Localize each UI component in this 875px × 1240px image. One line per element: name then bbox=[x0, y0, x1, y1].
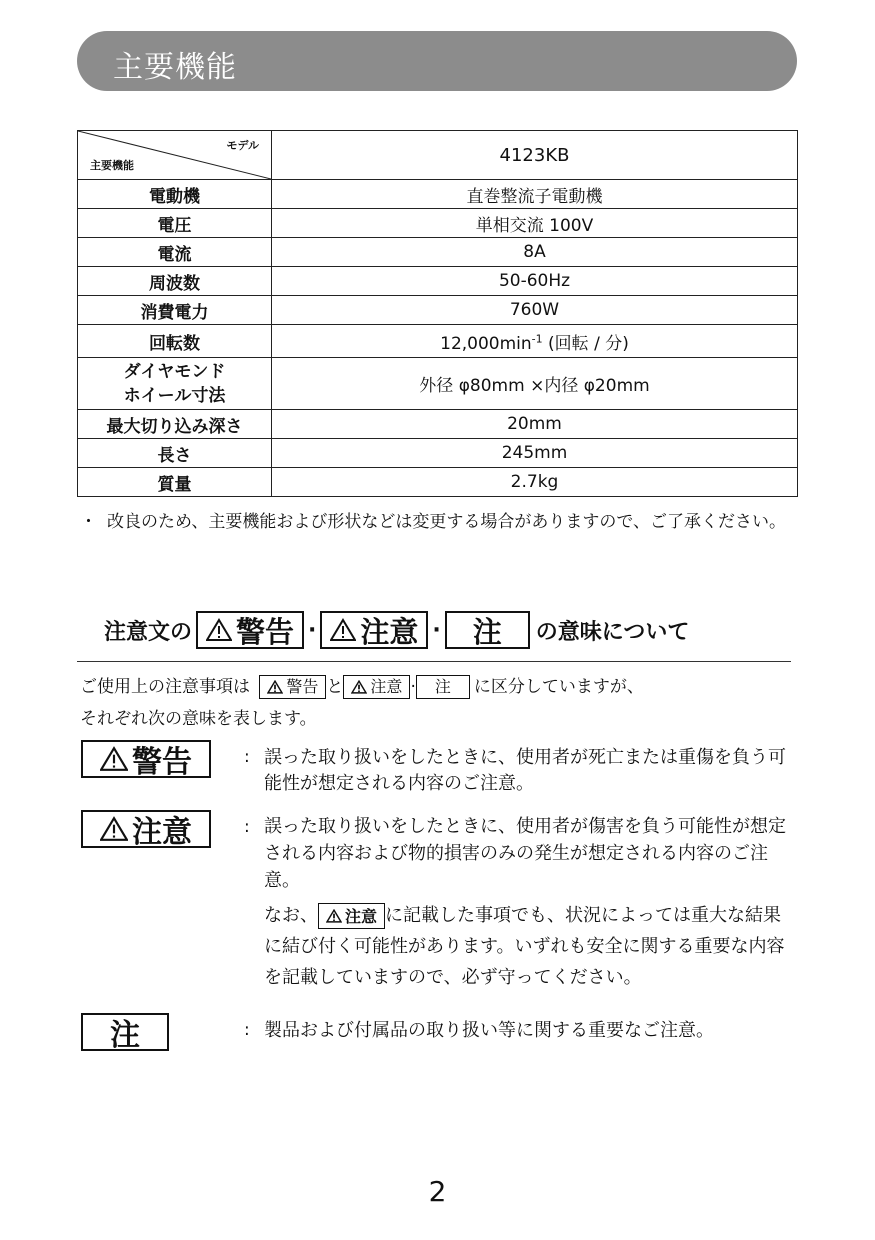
warning-term-box bbox=[81, 740, 211, 778]
title-separator: · bbox=[308, 617, 317, 643]
caution-triangle-icon bbox=[326, 909, 342, 923]
table-row bbox=[78, 468, 798, 497]
row-label: 電流 bbox=[78, 238, 272, 267]
caution-triangle-icon bbox=[330, 618, 356, 642]
intro-caution-label: 注意 bbox=[370, 677, 403, 696]
row-value: 外径 φ80mm ×内径 φ20mm bbox=[272, 358, 798, 410]
table-row bbox=[78, 180, 798, 209]
row-label-line2: ホイール寸法 bbox=[123, 385, 226, 406]
definition-colon: : bbox=[244, 1020, 250, 1040]
section-divider bbox=[77, 661, 791, 662]
row-value: 単相交流 100V bbox=[272, 209, 798, 238]
note-text: 改良のため、主要機能および形状などは変更する場合がありますので、ご了承ください。 bbox=[107, 512, 786, 532]
intro-caution-box bbox=[343, 675, 410, 699]
table-row bbox=[78, 209, 798, 238]
note-bullet: ・ bbox=[80, 512, 97, 532]
intro-notice-box bbox=[416, 675, 470, 699]
model-name: 4123KB bbox=[272, 131, 798, 180]
caution-extra-note bbox=[264, 900, 794, 993]
row-label: 回転数 bbox=[78, 325, 272, 358]
notice-label: 注 bbox=[472, 614, 502, 649]
improvement-note bbox=[80, 510, 800, 535]
row-label: 消費電力 bbox=[78, 296, 272, 325]
table-row bbox=[78, 267, 798, 296]
caution-definition-text: 誤った取り扱いをしたときに、使用者が傷害を負う可能性が想定される内容および物的損害のみの発生が想定される内容のご注意。 bbox=[264, 816, 786, 891]
row-label: 質量 bbox=[78, 468, 272, 497]
row-value: 直巻整流子電動機 bbox=[272, 180, 798, 209]
title-prefix: 注意文の bbox=[104, 619, 193, 645]
warning-triangle-icon bbox=[100, 746, 128, 772]
corner-feature-label: 主要機能 bbox=[90, 159, 134, 172]
table-row bbox=[78, 410, 798, 439]
row-label: 最大切り込み深さ bbox=[78, 410, 272, 439]
row-label: 長さ bbox=[78, 439, 272, 468]
warning-label-box bbox=[196, 611, 304, 649]
caution-extra-box-label: 注意 bbox=[345, 906, 378, 926]
intro-notice-label: 注 bbox=[434, 677, 451, 696]
intro-text bbox=[80, 671, 800, 735]
intro-suffix: に区分していますが、 bbox=[473, 677, 644, 697]
intro-warning-label: 警告 bbox=[286, 677, 319, 696]
intro-separator: · bbox=[410, 677, 416, 697]
row-label: 電圧 bbox=[78, 209, 272, 238]
warning-label: 警告 bbox=[236, 614, 295, 649]
row-label bbox=[78, 358, 272, 410]
intro-prefix: ご使用上の注意事項は bbox=[80, 677, 250, 697]
table-row bbox=[78, 325, 798, 358]
notice-definition: 製品および付属品の取り扱い等に関する重要なご注意。 bbox=[264, 1020, 714, 1041]
intro-line2: それぞれ次の意味を表します。 bbox=[80, 709, 317, 729]
notice-term-box bbox=[81, 1013, 169, 1051]
row-value: 50-60Hz bbox=[272, 267, 798, 296]
page-number: 2 bbox=[428, 1175, 447, 1208]
rpm-value: 12,000min bbox=[440, 333, 532, 354]
row-value bbox=[272, 325, 798, 358]
row-label: 電動機 bbox=[78, 180, 272, 209]
row-value: 20mm bbox=[272, 410, 798, 439]
notice-label-box bbox=[445, 611, 530, 649]
table-row bbox=[78, 296, 798, 325]
section-header-title: 主要機能 bbox=[113, 50, 237, 85]
warning-triangle-icon bbox=[267, 680, 283, 694]
title-suffix: の意味について bbox=[535, 619, 690, 645]
warning-definition: 誤った取り扱いをしたときに、使用者が死亡または重傷を負う可能性が想定される内容のご注意。 bbox=[264, 747, 786, 794]
row-label-line1: ダイヤモンド bbox=[123, 361, 226, 382]
intro-warning-box bbox=[259, 675, 326, 699]
notice-term-label: 注 bbox=[110, 1018, 140, 1053]
spec-table bbox=[77, 130, 798, 497]
warning-triangle-icon bbox=[206, 618, 232, 642]
intro-and: と bbox=[326, 677, 344, 697]
row-value: 8A bbox=[272, 238, 798, 267]
caution-label-box bbox=[320, 611, 428, 649]
definition-colon: : bbox=[244, 747, 250, 767]
table-row bbox=[78, 439, 798, 468]
caution-extra-box bbox=[318, 903, 385, 929]
row-value: 760W bbox=[272, 296, 798, 325]
rpm-unit: (回転 / 分) bbox=[542, 333, 629, 354]
table-row bbox=[78, 358, 798, 410]
row-label: 周波数 bbox=[78, 267, 272, 296]
caution-triangle-icon bbox=[100, 816, 128, 842]
corner-model-label: モデル bbox=[226, 139, 259, 152]
caution-extra-prefix: なお、 bbox=[264, 905, 318, 926]
warning-term-label: 警告 bbox=[132, 745, 192, 780]
table-corner-cell bbox=[78, 131, 272, 180]
table-row bbox=[78, 238, 798, 267]
caution-triangle-icon bbox=[351, 680, 367, 694]
row-value: 2.7kg bbox=[272, 468, 798, 497]
row-value: 245mm bbox=[272, 439, 798, 468]
title-separator: · bbox=[432, 617, 441, 643]
caution-definition bbox=[264, 813, 794, 993]
definition-colon: : bbox=[244, 817, 250, 837]
caution-label: 注意 bbox=[360, 614, 419, 649]
caution-section-title bbox=[104, 608, 689, 652]
section-header bbox=[77, 31, 797, 91]
caution-term-box bbox=[81, 810, 211, 848]
caution-extra-suffix: に記載した事項でも、状況によっては重大な結果に結び付く可能性があります。いずれも安全に関する重要な内容を記載していますので、必ず守ってください。 bbox=[264, 905, 785, 988]
rpm-exponent: -1 bbox=[531, 331, 543, 345]
caution-term-label: 注意 bbox=[132, 815, 192, 850]
table-header-row bbox=[78, 131, 798, 180]
